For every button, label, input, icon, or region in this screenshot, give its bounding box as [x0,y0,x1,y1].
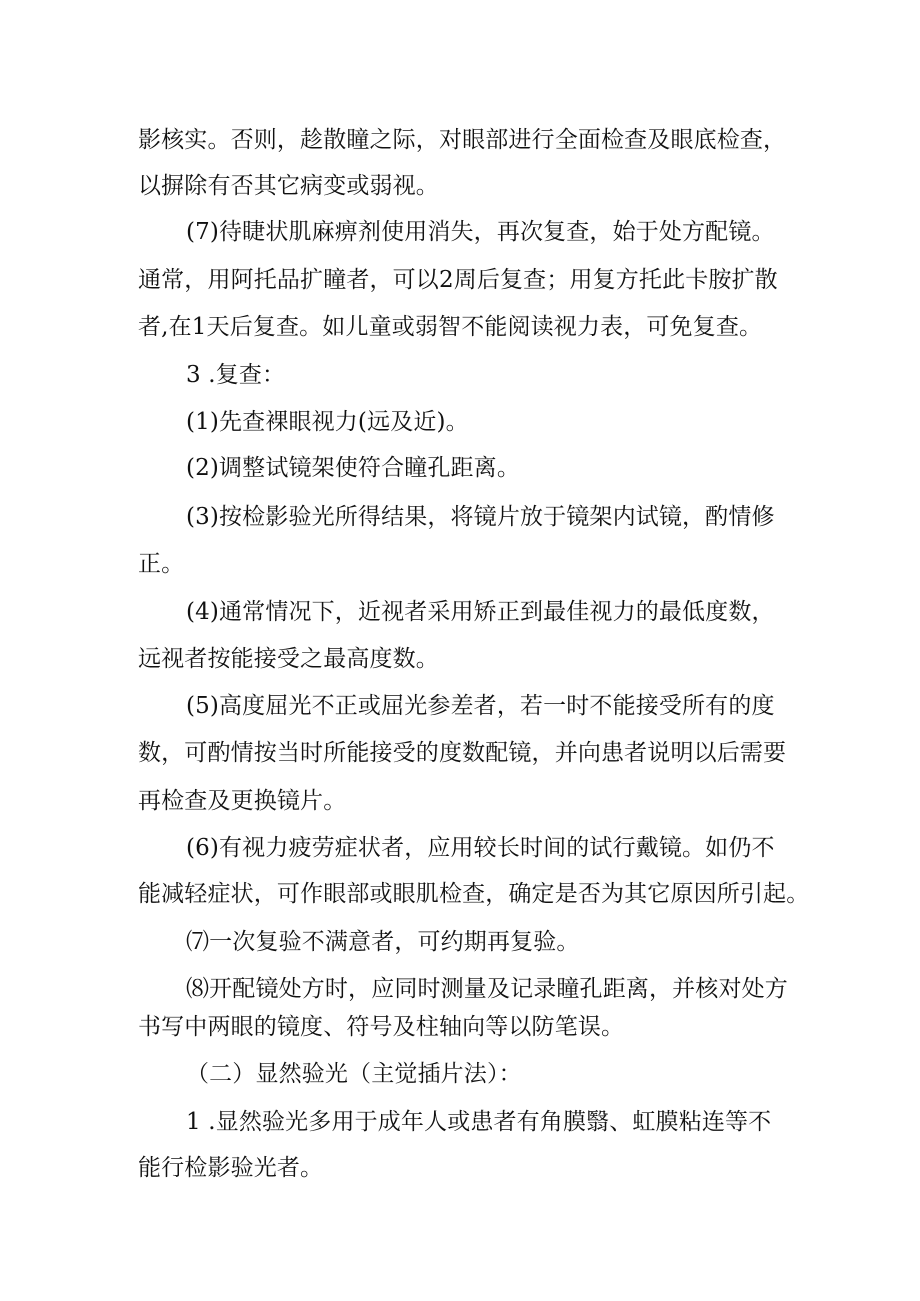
paragraph-line: 通常，用阿托品扩瞳者，可以2周后复查；用复方托此卡胺扩散 [138,267,778,293]
paragraph-line: (6)有视力疲劳症状者，应用较长时间的试行戴镜。如仍不 [186,835,775,861]
paragraph-line: (5)高度屈光不正或屈光参差者，若一时不能接受所有的度 [186,693,775,719]
paragraph-line: (3)按检影验光所得结果，将镜片放于镜架内试镜，酌情修 [186,504,775,530]
paragraph-line: 1 .显然验光多用于成年人或患者有角膜翳、虹膜粘连等不 [186,1109,772,1135]
paragraph-line: 书写中两眼的镜度、符号及柱轴向等以防笔误。 [138,1014,625,1040]
paragraph-line: ⑻开配镜处方时，应同时测量及记录瞳孔距离，并核对处方 [186,976,788,1002]
paragraph-line: (2)调整试镜架使符合瞳孔距离。 [186,455,520,481]
paragraph-line: (7)待睫状肌麻痹剂使用消失，再次复查，始于处方配镜。 [186,219,775,245]
paragraph-line: (4)通常情况下，近视者采用矫正到最佳视力的最低度数， [186,599,775,625]
paragraph-line: ⑺一次复验不满意者，可约期再复验。 [186,929,580,955]
section-heading: （二）显然验光（主觉插片法）： [186,1061,522,1087]
paragraph-line: 能行检影验光者。 [138,1155,324,1181]
paragraph-line: 影核实。否则，趁散瞳之际，对眼部进行全面检查及眼底检查， [138,127,787,153]
paragraph-line: 能减轻症状，可作眼部或眼肌检查，确定是否为其它原因所引起。 [138,881,810,907]
paragraph-line: 数，可酌情按当时所能接受的度数配镜，并向患者说明以后需要 [138,740,787,766]
paragraph-line: 正。 [138,551,185,577]
paragraph-line: (1)先查裸眼视力(远及近)。 [186,409,469,435]
section-heading: 3 .复查： [186,362,286,388]
paragraph-line: 再检查及更换镜片。 [138,788,347,814]
paragraph-line: 以摒除有否其它病变或弱视。 [138,173,439,199]
paragraph-line: 远视者按能接受之最高度数。 [138,646,439,672]
paragraph-line: 者,在1天后复查。如儿童或弱智不能阅读视力表，可免复查。 [138,314,763,340]
